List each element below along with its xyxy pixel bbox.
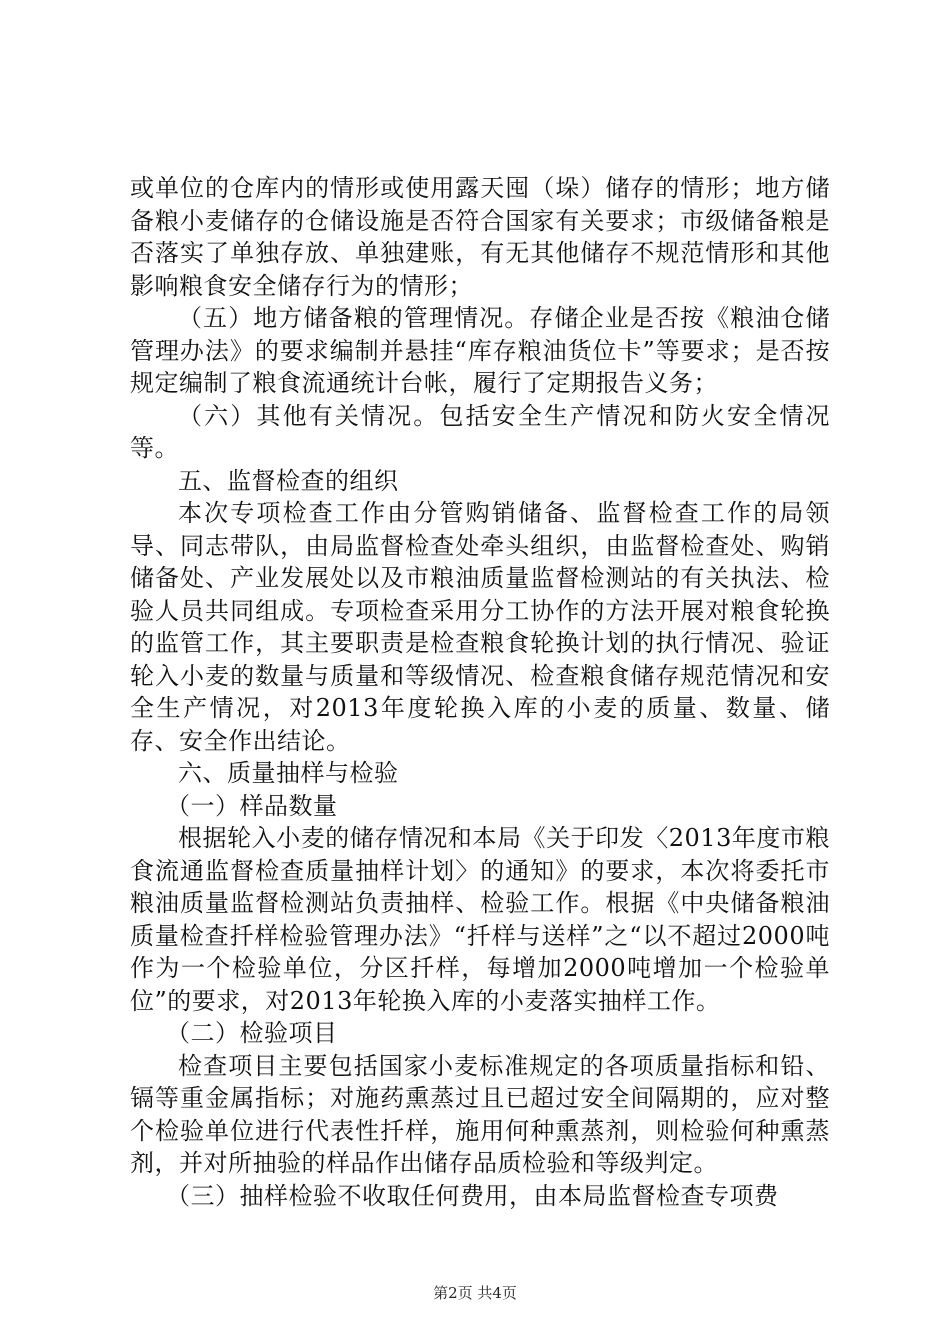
paragraph-item-5: （五）地方储备粮的管理情况。存储企业是否按《粮油仓储管理办法》的要求编制并悬挂“库存粮油货位卡”等要求；是否按规定编制了粮食流通统计台帐，履行了定期报告义务； — [130, 304, 830, 397]
paragraph-sampling: 根据轮入小麦的储存情况和本局《关于印发〈2013年度市粮食流通监督检查质量抽样计划〉的通知》的要求，本次将委托市粮油质量监督检测站负责抽样、检验工作。根据《中央储备粮油质量检查扦样检验管理办法》“扦样与送样”之“以不超过2000吨作为一个检验单位，分区扦样，每增加2000吨增加一个检验单位”的要求，对2013年轮换入库的小麦落实抽样工作。 — [130, 824, 830, 1015]
subheading-sample-quantity: （一）样品数量 — [166, 791, 338, 820]
paragraph-item-3-fees: （三）抽样检验不收取任何费用，由本局监督检查专项费 — [166, 1181, 779, 1210]
section-heading-5: 五、监督检查的组织 — [178, 466, 399, 495]
paragraph-organization: 本次专项检查工作由分管购销储备、监督检查工作的局领导、同志带队，由局监督检查处牵头组织，由监督检查处、购销储备处、产业发展处以及市粮油质量监督检测站的有关执法、检验人员共同组成。专项检查采用分工协作的方法开展对粮食轮换的监管工作，其主要职责是检查粮食轮换计划的执行情况、验证轮入小麦的数量与质量和等级情况、检查粮食储存规范情况和安全生产情况，对2013年度轮换入库的小麦的质量、数量、储存、安全作出结论。 — [130, 499, 830, 755]
subheading-test-items: （二）检验项目 — [166, 1019, 338, 1047]
paragraph-test-items: 检查项目主要包括国家小麦标准规定的各项质量指标和铅、镉等重金属指标；对施药熏蒸过且已超过安全间隔期的，应对整个检验单位进行代表性扦样，施用何种熏蒸剂，则检验何种熏蒸剂，并对所抽验的样品作出储存品质检验和等级判定。 — [130, 1051, 830, 1177]
section-heading-6: 六、质量抽样与检验 — [178, 759, 399, 787]
paragraph-storage-conditions: 或单位的仓库内的情形或使用露天囤（垛）储存的情形；地方储备粮小麦储存的仓储设施是否符合国家有关要求；市级储备粮是否落实了单独存放、单独建账，有无其他储存不规范情形和其他影响粮食安全储存行为的情形； — [130, 174, 830, 300]
paragraph-item-6: （六）其他有关情况。包括安全生产情况和防火安全情况等。 — [130, 401, 830, 462]
page-footer: 第2页 共4页 — [433, 1284, 517, 1302]
document-body — [130, 172, 830, 1212]
